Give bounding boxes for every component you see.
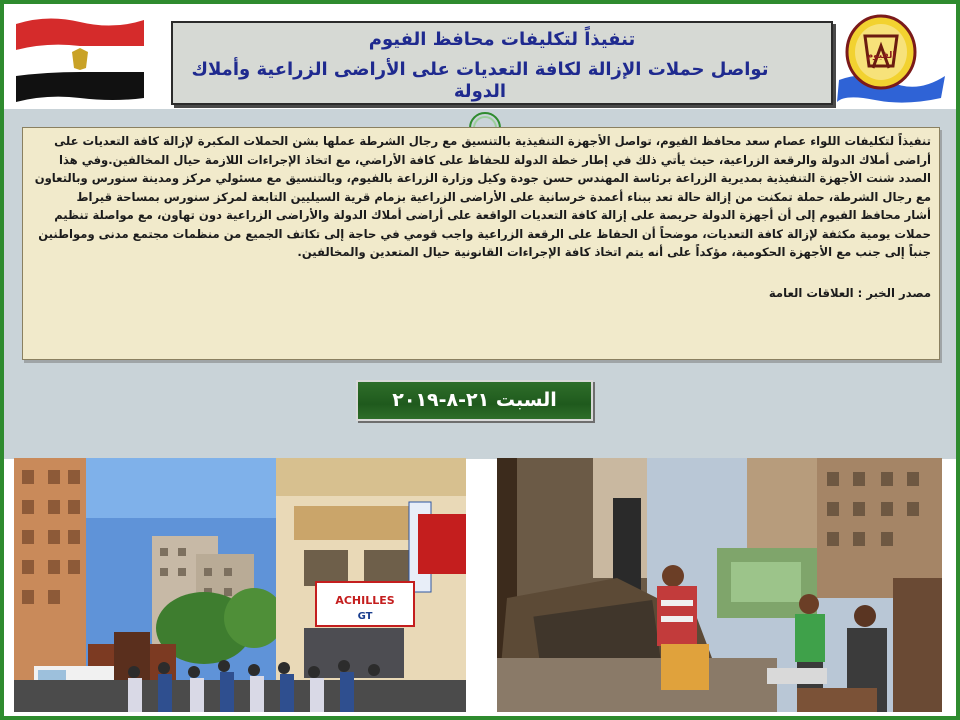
headline-box [171,21,833,105]
svg-text:الفيوم: الفيوم [866,51,896,61]
article-paragraph-1: تنفيذاً لتكليفات اللواء عصام سعد محافظ الفيوم، تواصل الأجهزة التنفيذية بالتنسيق مع رجال الشرطة عملها بشن الحملات المكبرة لإزالة كافة التعديات على أراضى أملاك الدولة والرقعة الزراعية، حيث يأتي ذلك في إطار خطة الدولة للحفاظ على كافة الأراضي، مع اتخاذ الإجراءات اللازمة حيال المخالفين.وفي هذا الصدد شنت الأجهزة التنفيذية بمديرية الزراعة برئاسة المهندس حسن جودة وكيل وزارة الزراعة بالفيوم، وبالتنسيق مع مسئولي مركز ومدينة سنورس وبالتعاون مع رجال الشرطة، حملة تمكنت من إزالة حالة تعد ببناء أعمدة خرسانية على الأراضى الزراعية بزمام قرية السيليين التابعة لمركز سنورس بمساحة قيراط [34,134,931,204]
article-paragraph-2: أشار محافظ الفيوم إلى أن أجهزة الدولة حريصة على إزالة كافة التعديات الواقعة على أراضى أملاك الدولة والأراضى الزراعية دون تهاون، مع مواصلة تنظيم حملات يومية مكثفة لإزالة كافة التعديات، موضحاً أن الحفاظ على الرقعة الزراعية واجب قومي في حاجة إلى تكاتف الجميع من منظمات مجتمع مدنى ومواطنين جنباً إلى جنب مع الأجهزة الحكومية، مؤكداً على أنه يتم اتخاذ كافة الإجراءات القانونية حيال المتعدين والمخالفين. [38,208,931,259]
headline-line-1: تنفيذاً لتكليفات محافظ الفيوم [368,29,636,50]
gt-sign: GT [357,611,373,622]
news-source: مصدر الخبر : العلاقات العامة [768,285,931,300]
achilles-sign: ACHILLES [335,594,395,607]
egypt-flag-icon [14,10,146,102]
governorate-logo [835,10,947,105]
article-body [22,127,940,360]
headline-line-2: تواصل حملات الإزالة لكافة التعديات على الأراضى الزراعية وأملاك الدولة [191,59,769,102]
demolition-photo [497,458,942,712]
street-campaign-photo [14,458,466,712]
date-banner: السبت ٢١-٨-٢٠١٩ [356,380,593,421]
